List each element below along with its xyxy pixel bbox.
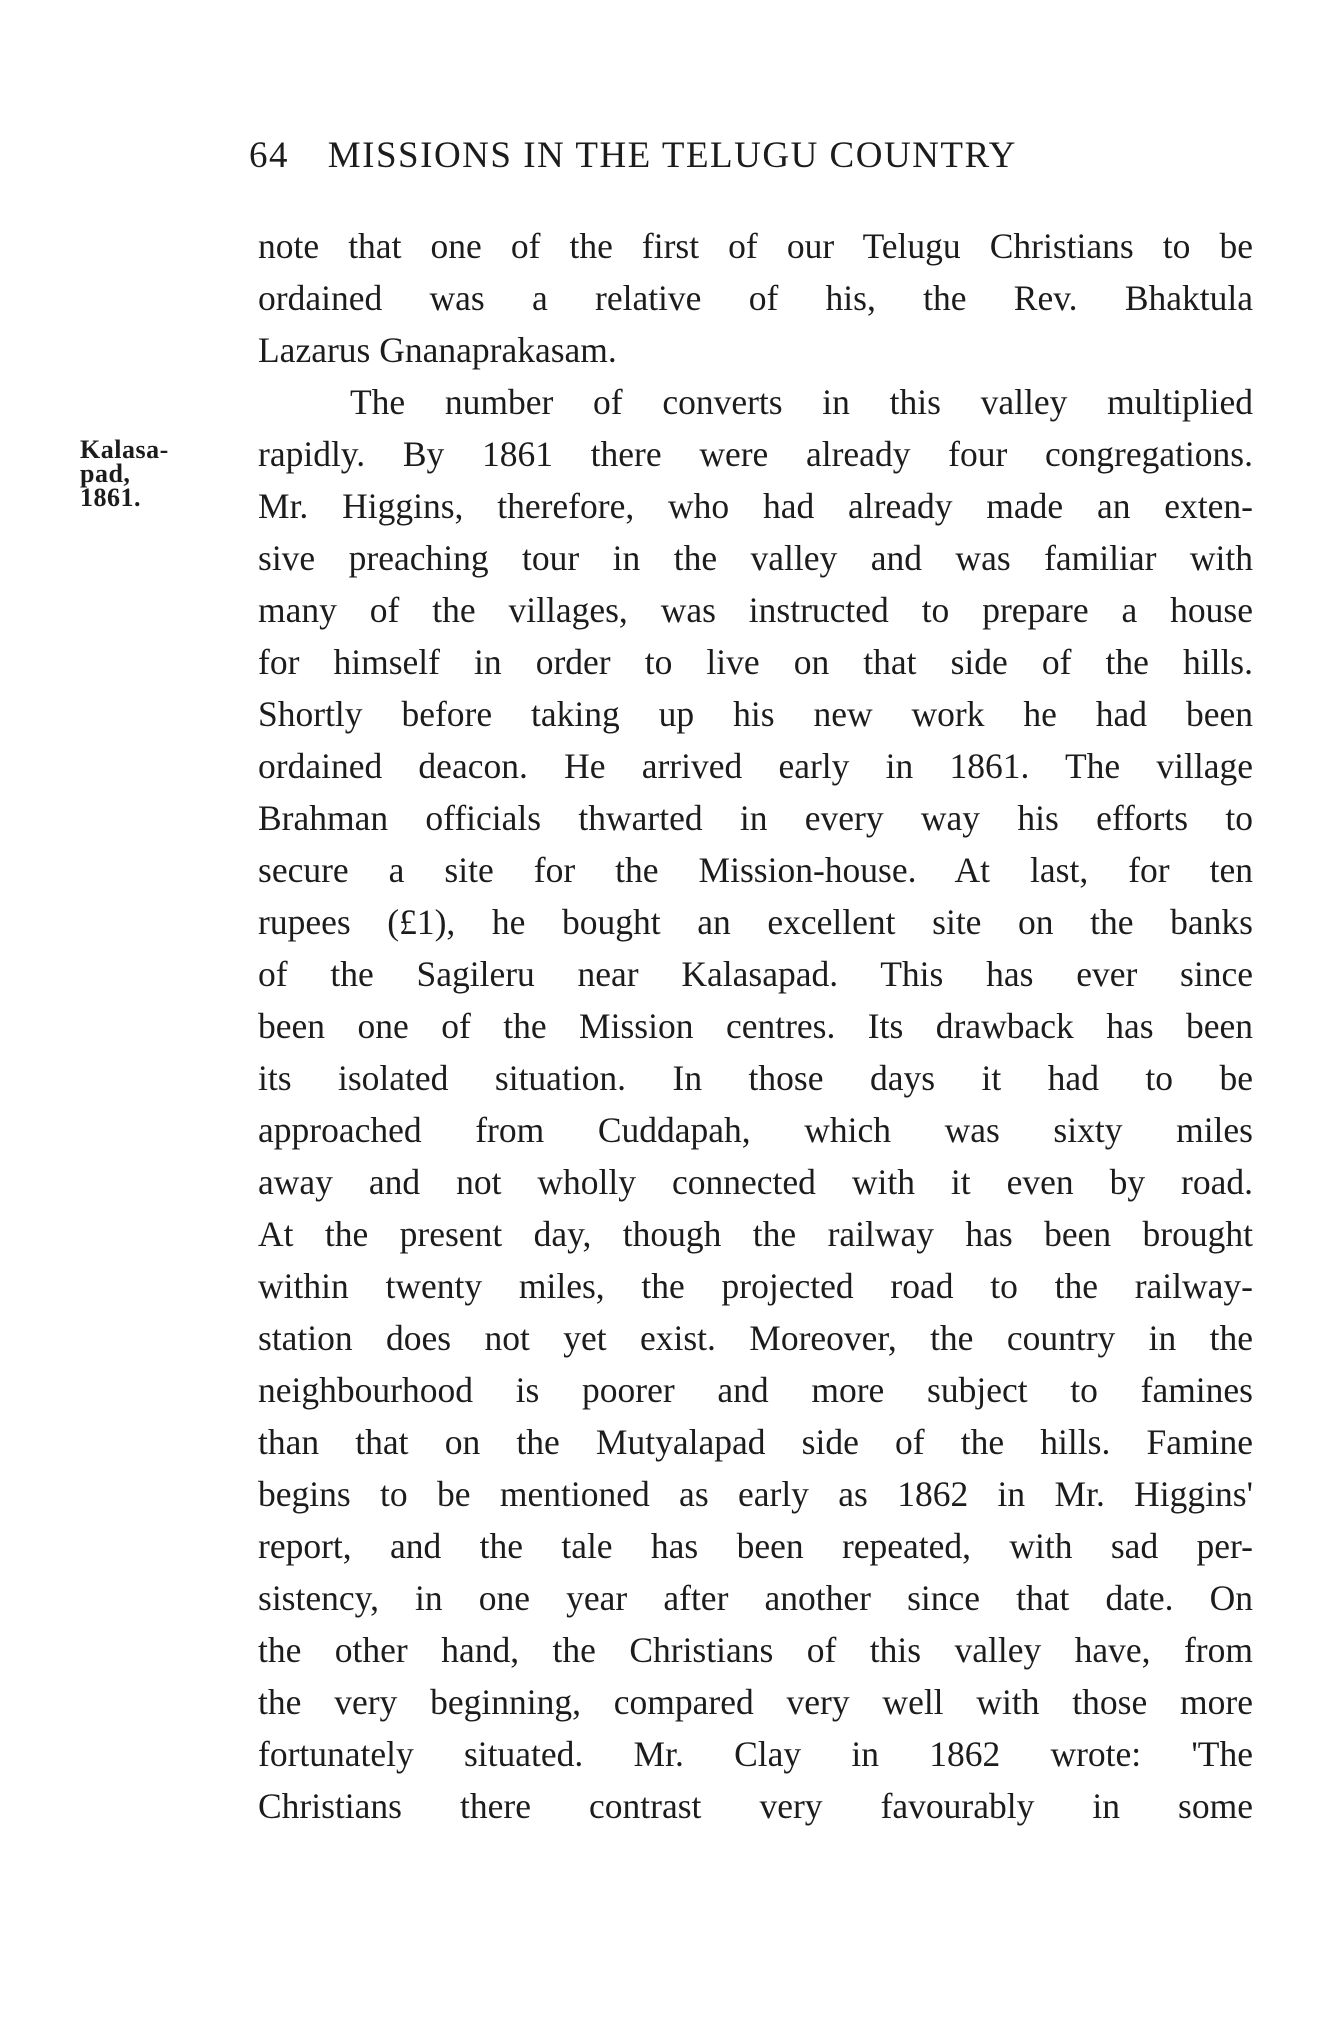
text-line: station does not yet exist. Moreover, the country in the — [258, 1318, 1253, 1358]
text-line: ordained deacon. He arrived early in 1861. The village — [258, 746, 1253, 786]
text-line: report, and the tale has been repeated, with sad per- — [258, 1526, 1253, 1566]
text-line: secure a site for the Mission-house. At last, for ten — [258, 850, 1253, 890]
text-line: within twenty miles, the projected road to the railway- — [258, 1266, 1253, 1306]
text-line: approached from Cuddapah, which was sixty miles — [258, 1110, 1253, 1150]
text-line: sistency, in one year after another since that date. On — [258, 1578, 1253, 1618]
text-line: Mr. Higgins, therefore, who had already made an exten- — [258, 486, 1253, 526]
text-line: Shortly before taking up his new work he had been — [258, 694, 1253, 734]
text-line: than that on the Mutyalapad side of the hills. Famine — [258, 1422, 1253, 1462]
text-line: for himself in order to live on that side of the hills. — [258, 642, 1253, 682]
margin-note-line: 1861. — [80, 483, 141, 512]
text-line: note that one of the first of our Telugu Christians to be — [258, 226, 1253, 266]
text-line: been one of the Mission centres. Its drawback has been — [258, 1006, 1253, 1046]
margin-note-line: Kalasa- — [80, 435, 169, 464]
text-line: Lazarus Gnanaprakasam. — [258, 330, 617, 370]
body-text — [258, 220, 1253, 1832]
text-line: fortunately situated. Mr. Clay in 1862 wrote: 'The — [258, 1734, 1253, 1774]
text-line: Brahman officials thwarted in every way his efforts to — [258, 798, 1253, 838]
text-line: neighbourhood is poorer and more subject to famines — [258, 1370, 1253, 1410]
text-line: the other hand, the Christians of this valley have, from — [258, 1630, 1253, 1670]
page-number: 64 — [249, 135, 289, 176]
text-line: At the present day, though the railway has been brought — [258, 1214, 1253, 1254]
text-line: rupees (£1), he bought an excellent site on the banks — [258, 902, 1253, 942]
text-line: The number of converts in this valley multiplied — [350, 382, 1253, 422]
text-line: away and not wholly connected with it even by road. — [258, 1162, 1253, 1202]
text-line: its isolated situation. In those days it had to be — [258, 1058, 1253, 1098]
text-line: Christians there contrast very favourably in some — [258, 1786, 1253, 1826]
text-line: ordained was a relative of his, the Rev. Bhaktula — [258, 278, 1253, 318]
text-line: begins to be mentioned as early as 1862 in Mr. Higgins' — [258, 1474, 1253, 1514]
margin-note — [80, 435, 210, 512]
text-line: many of the villages, was instructed to prepare a house — [258, 590, 1253, 630]
text-line: of the Sagileru near Kalasapad. This has ever since — [258, 954, 1253, 994]
page-header — [249, 134, 1259, 194]
text-line: rapidly. By 1861 there were already four congregations. — [258, 434, 1253, 474]
text-line: sive preaching tour in the valley and was familiar with — [258, 538, 1253, 578]
running-head: MISSIONS IN THE TELUGU COUNTRY — [327, 135, 1017, 176]
text-line: the very beginning, compared very well with those more — [258, 1682, 1253, 1722]
margin-note-line: pad, — [80, 459, 131, 488]
